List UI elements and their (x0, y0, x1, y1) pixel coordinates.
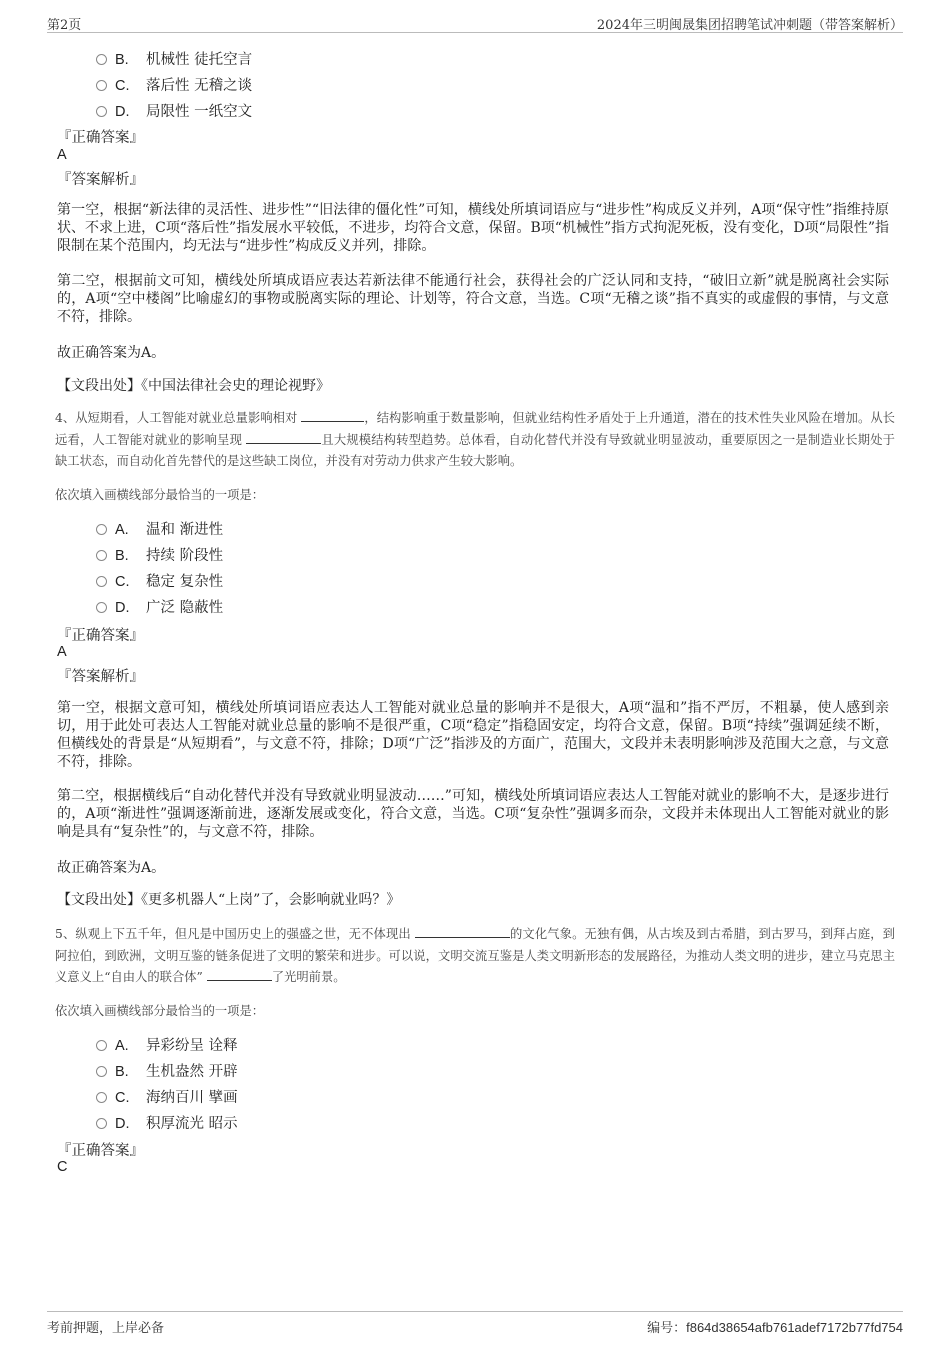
q4-option-b[interactable]: B. 持续 阶段性 (96, 544, 223, 564)
q4-instruction: 依次填入画横线部分最恰当的一项是： (55, 488, 265, 502)
radio-icon[interactable] (96, 1066, 107, 1077)
footer-slogan: 考前押题，上岸必备 (47, 1321, 165, 1336)
q4-option-d[interactable]: D. 广泛 隐蔽性 (96, 596, 223, 616)
q4-analysis-label: 『答案解析』 (57, 669, 144, 685)
q4-option-c[interactable]: C. 稳定 复杂性 (96, 570, 223, 590)
q4-blank-1 (301, 409, 364, 422)
q4-answer: A (57, 644, 67, 660)
q3-answer: A (57, 147, 67, 163)
q3-option-c[interactable]: C. 落后性 无稽之谈 (96, 74, 252, 94)
radio-icon[interactable] (96, 1118, 107, 1129)
q3-source: 【文段出处】《中国法律社会史的理论视野》 (57, 378, 330, 394)
radio-icon[interactable] (96, 106, 107, 117)
q4-blank-2 (246, 431, 321, 444)
q5-blank-2 (207, 968, 272, 981)
radio-icon[interactable] (96, 524, 107, 535)
radio-icon[interactable] (96, 54, 107, 65)
document-title: 2024年三明闽晟集团招聘笔试冲刺题（带答案解析） (596, 18, 903, 33)
q3-analysis-p2: 第二空，根据前文可知，横线处所填成语应表达若新法律不能通行社会，获得社会的广泛认同和支持，“破旧立新”就是脱离社会实际的，A项“空中楼阁”比喻虚幻的事物或脱离实际的理论、计划等，符合文意，当选。C项“无稽之谈”指不真实的或虚假的事情，与文意不符，排除。 (57, 273, 889, 325)
q5-answer: C (57, 1159, 68, 1175)
q4-analysis-p2: 第二空，根据横线后“自动化替代并没有导致就业明显波动……”可知，横线处所填词语应表达人工智能对就业的影响不大，是逐步进行的，A项“渐进性”强调逐渐前进，逐渐发展或变化，符合文意，当选。C项“复杂性”强调多而杂，文段并未体现出人工智能对就业的影响是具有“复杂性”的，与文意不符，排除。 (57, 788, 889, 840)
q3-analysis-p1: 第一空，根据“新法律的灵活性、进步性”“旧法律的僵化性”可知，横线处所填词语应与“进步性”构成反义并列，A项“保守性”指维持原状、不求上进，C项“落后性”指发展水平较低，不进步，均符合文意，保留。B项“机械性”指方式拘泥死板，没有变化，D项“局限性”指限制在某个范围内，均无法与“进步性”构成反义并列，排除。 (57, 202, 889, 254)
q5-option-d[interactable]: D. 积厚流光 昭示 (96, 1112, 238, 1132)
q5-instruction: 依次填入画横线部分最恰当的一项是： (55, 1004, 265, 1018)
q4-source: 【文段出处】《更多机器人“上岗”了，会影响就业吗？》 (57, 892, 401, 908)
q3-analysis-label: 『答案解析』 (57, 172, 144, 188)
q5-option-a[interactable]: A. 异彩纷呈 诠释 (96, 1034, 238, 1054)
page-number: 第2页 (47, 18, 82, 33)
q5-option-c[interactable]: C. 海纳百川 擘画 (96, 1086, 238, 1106)
q4-conclusion: 故正确答案为A。 (57, 860, 166, 876)
q5-correct-answer-label: 『正确答案』 (57, 1143, 144, 1159)
q4-stem: 4、从短期看，人工智能对就业总量影响相对 ，结构影响重于数量影响，但就业结构性矛盾处于上升通道，潜在的技术性失业风险在增加。从长远看，人工智能对就业的影响呈现 且大规模结构转型趋势。总体看，自动化替代并没有导致就业明显波动，重要原因之一是制造业长期处于缺工状态，而自动化首先替代的是这些缺工岗位，并没有对劳动力供求产生较大影响。 (55, 411, 895, 468)
q5-option-b[interactable]: B. 生机盎然 开辟 (96, 1060, 238, 1080)
q5-stem: 5、纵观上下五千年，但凡是中国历史上的强盛之世，无不体现出 的文化气象。无独有偶，从古埃及到古希腊，到古罗马，到拜占庭，到阿拉伯，到欧洲，文明互鉴的链条促进了文明的繁荣和进步。可以说，文明交流互鉴是人类文明新形态的发展路径，为推动人类文明的进步，建立马克思主义意义上“自由人的联合体” 了光明前景。 (55, 927, 895, 984)
q4-analysis-p1: 第一空，根据文意可知，横线处所填词语应表达人工智能对就业总量的影响并不是很大，A项“温和”指不严厉，不粗暴，使人感到亲切，用于此处可表达人工智能对就业总量的影响不是很严重，C项“稳定”指稳固安定，均符合文意，保留。B项“持续”强调延续不断，但横线处的背景是“从短期看”，与文意不符，排除；D项“广泛”指涉及的方面广，范围大，文段并未表明影响涉及范围大之意，与文意不符，排除。 (57, 700, 889, 770)
radio-icon[interactable] (96, 576, 107, 587)
page-footer (47, 1311, 903, 1342)
page-header (47, 10, 903, 33)
document-id: 编号：f864d38654afb761adef7172b77fd754 (647, 1320, 903, 1335)
q3-correct-answer-label: 『正确答案』 (57, 130, 144, 146)
q3-option-d[interactable]: D. 局限性 一纸空文 (96, 100, 252, 120)
q3-option-b[interactable]: B. 机械性 徒托空言 (96, 48, 252, 68)
radio-icon[interactable] (96, 1040, 107, 1051)
q4-correct-answer-label: 『正确答案』 (57, 628, 144, 644)
radio-icon[interactable] (96, 80, 107, 91)
radio-icon[interactable] (96, 550, 107, 561)
q5-blank-1 (415, 925, 510, 938)
q3-conclusion: 故正确答案为A。 (57, 345, 166, 361)
radio-icon[interactable] (96, 602, 107, 613)
q4-option-a[interactable]: A. 温和 渐进性 (96, 518, 223, 538)
radio-icon[interactable] (96, 1092, 107, 1103)
